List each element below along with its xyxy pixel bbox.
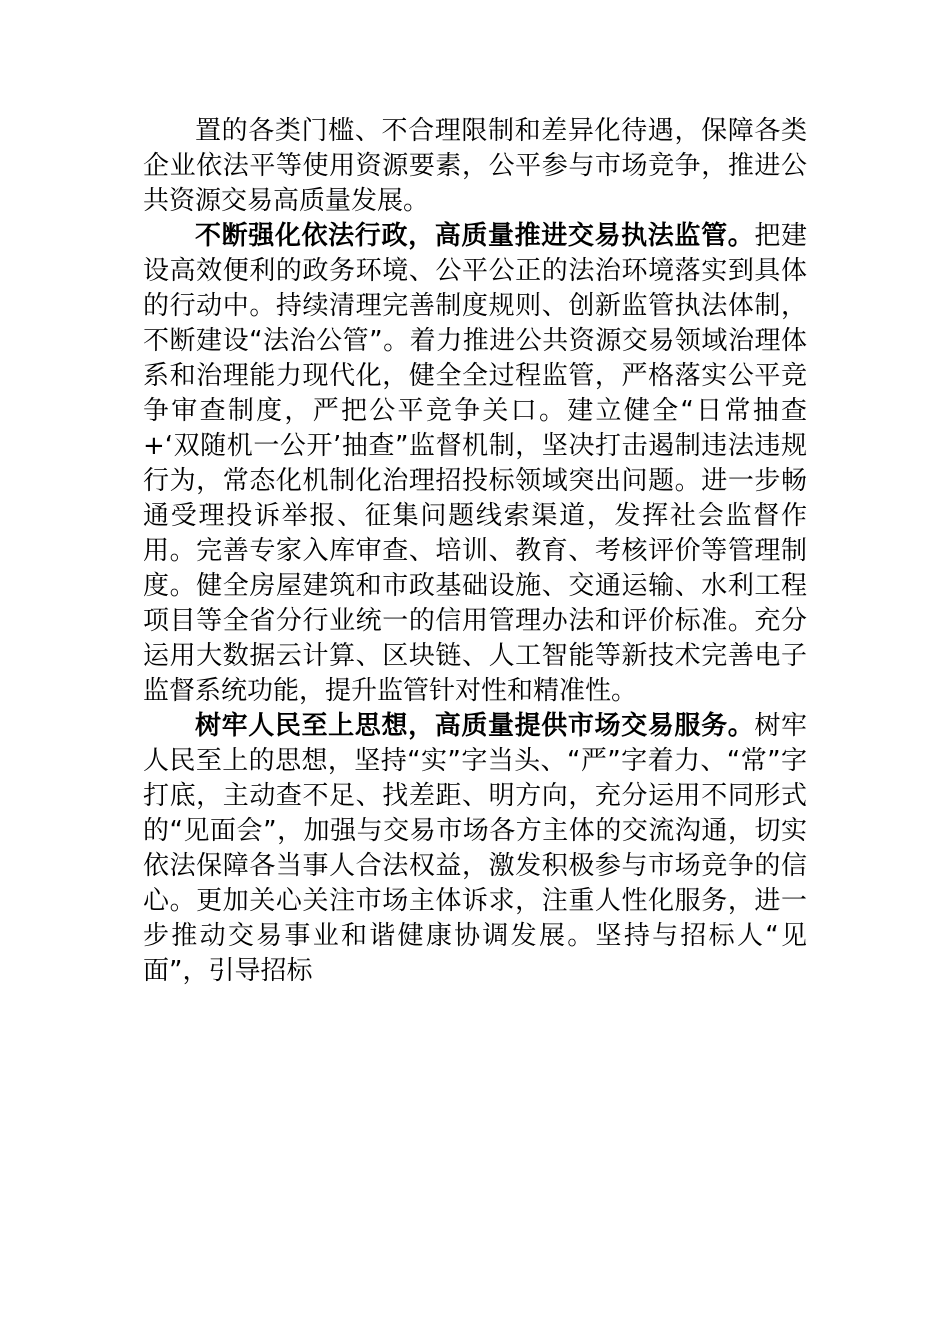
document-body [143, 114, 807, 989]
paragraph-1 [143, 114, 807, 219]
paragraph-3-text: 树牢人民至上的思想，坚持“实”字当头、“严”字着力、“常”字打底，主动查不足、找差距、明方向，充分运用不同形式的“见面会”，加强与交易市场各方主体的交流沟通，切实依法保障各当事人合法权益，激发积极参与市场竞争的信心。更加关心关注市场主体诉求，注重人性化服务，进一步推动交易事业和谐健康协调发展。坚持与招标人“见面”，引导招标 [143, 711, 807, 986]
paragraph-3-lead: 树牢人民至上思想，高质量提供市场交易服务。 [195, 711, 755, 741]
paragraph-3 [143, 709, 807, 989]
paragraph-2-lead: 不断强化依法行政，高质量推进交易执法监管。 [195, 221, 755, 251]
paragraph-1-text: 置的各类门槛、不合理限制和差异化待遇，保障各类企业依法平等使用资源要素，公平参与市场竞争，推进公共资源交易高质量发展。 [143, 116, 807, 216]
paragraph-2 [143, 219, 807, 709]
paragraph-2-text: 把建设高效便利的政务环境、公平公正的法治环境落实到具体的行动中。持续清理完善制度规则、创新监管执法体制，不断建设“法治公管”。着力推进公共资源交易领域治理体系和治理能力现代化，健全全过程监管，严格落实公平竞争审查制度，严把公平竞争关口。建立健全“日常抽查+‘双随机一公开’抽查”监督机制，坚决打击遏制违法违规行为，常态化机制化治理招投标领域突出问题。进一步畅通受理投诉举报、征集问题线索渠道，发挥社会监督作用。完善专家入库审查、培训、教育、考核评价等管理制度。健全房屋建筑和市政基础设施、交通运输、水利工程项目等全省分行业统一的信用管理办法和评价标准。充分运用大数据云计算、区块链、人工智能等新技术完善电子监督系统功能，提升监管针对性和精准性。 [143, 221, 807, 706]
